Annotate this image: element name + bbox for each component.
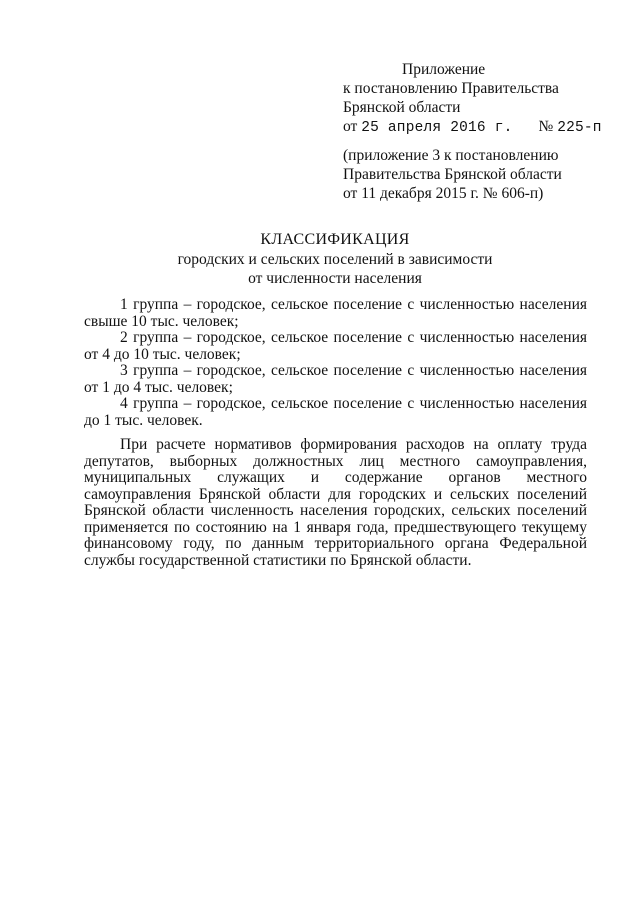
amendment-note — [343, 146, 623, 203]
document-title — [150, 230, 520, 288]
note-line-1: (приложение 3 к постановлению — [343, 147, 559, 164]
number-prefix: № — [538, 118, 554, 135]
appendix-decree-line: к постановлению Правительства — [343, 80, 559, 97]
group-4-paragraph: 4 группа – городское, сельское поселение с численностью населения до 1 тыс. человек. — [84, 395, 587, 429]
group-3-paragraph: 3 группа – городское, сельское поселение с численностью населения от 1 до 4 тыс. человек; — [84, 362, 587, 396]
closing-paragraph: При расчете нормативов формирования расходов на оплату труда депутатов, выборных должностных лиц местного самоуправления, муниципальных служащих и содержание органов местного самоуправления Брянской области для городских и сельских поселений Брянской области численность населения городских, сельских поселений применяется по состоянию на 1 января года, предшествующего текущему финансовому году, по данным территориального органа Федеральной службы государственной статистики по Брянской области. — [84, 436, 587, 569]
decree-number: 225-п — [557, 120, 602, 136]
appendix-header — [343, 60, 623, 138]
date-prefix: от — [343, 118, 358, 135]
title-subtitle-1: городских и сельских поселений в зависимости — [177, 251, 493, 268]
decree-date: 25 апреля 2016 г. — [361, 120, 513, 136]
appendix-date-line — [343, 117, 623, 138]
appendix-region-line: Брянской области — [343, 99, 461, 116]
document-body — [84, 297, 587, 569]
title-main: КЛАССИФИКАЦИЯ — [260, 231, 410, 248]
appendix-label: Приложение — [402, 61, 486, 78]
title-subtitle-2: от численности населения — [248, 270, 422, 287]
group-1-paragraph: 1 группа – городское, сельское поселение с численностью населения свыше 10 тыс. человек; — [84, 296, 587, 330]
note-line-2: Правительства Брянской области — [343, 166, 562, 183]
note-line-3: от 11 декабря 2015 г. № 606-п) — [343, 185, 544, 202]
group-2-paragraph: 2 группа – городское, сельское поселение с численностью населения от 4 до 10 тыс. человек; — [84, 329, 587, 363]
